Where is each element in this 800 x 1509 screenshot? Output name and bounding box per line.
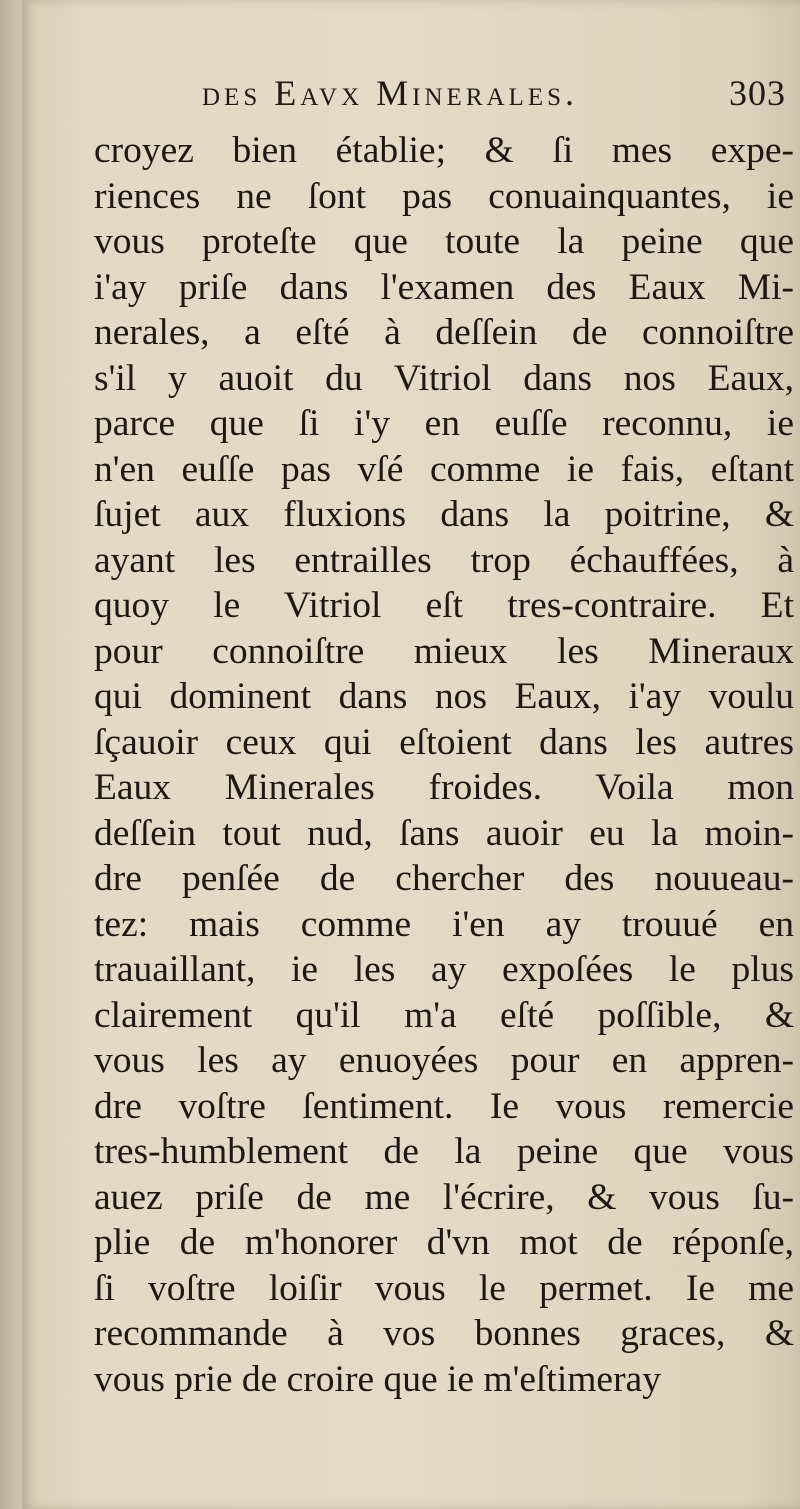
text-line: auez priſe de me l'écrire, & vous ſu- xyxy=(94,1176,794,1218)
text-line: Eaux Minerales froides. Voila mon xyxy=(94,767,794,808)
text-line: tez: mais comme i'en ay trouué en xyxy=(94,903,794,945)
text-line: recommande à vos bonnes graces, & xyxy=(94,1313,794,1354)
text-line: vous proteſte que toute la peine que xyxy=(94,221,794,262)
page-number: 303 xyxy=(729,73,786,113)
text-line: vous prie de croire que ie m'eſtimeray xyxy=(94,1358,661,1400)
text-line: dre voſtre ſentiment. Ie vous remercie xyxy=(94,1085,794,1127)
text-line: dre penſée de chercher des nouueau- xyxy=(94,858,794,899)
text-line: tres-humblement de la peine que vous xyxy=(94,1131,794,1172)
text-line: n'en euſſe pas vſé comme ie fais, eſtant xyxy=(94,448,794,490)
text-line: parce que ſi i'y en euſſe reconnu, ie xyxy=(94,403,794,444)
running-title: des Eavx Minerales. xyxy=(202,73,578,113)
text-line: s'il y auoit du Vitriol dans nos Eaux, xyxy=(94,357,794,399)
page-gutter-shadow xyxy=(0,0,22,1509)
text-line: plie de m'honorer d'vn mot de réponſe, xyxy=(94,1222,794,1263)
page-header xyxy=(202,72,792,120)
text-line: nerales, a eſté à deſſein de connoiſtre xyxy=(94,312,794,353)
text-line: ſujet aux fluxions dans la poitrine, & xyxy=(94,494,794,535)
text-line: croyez bien établie; & ſi mes expe- xyxy=(94,130,794,171)
text-line: ſçauoir ceux qui eſtoient dans les autres xyxy=(94,721,794,763)
text-line: clairement qu'il m'a eſté poſſible, & xyxy=(94,994,794,1036)
text-line: pour connoiſtre mieux les Mineraux xyxy=(94,630,794,672)
text-line: vous les ay enuoyées pour en appren- xyxy=(94,1040,794,1081)
book-page xyxy=(22,0,800,1509)
text-line: trauaillant, ie les ay expoſées le plus xyxy=(94,949,794,990)
text-line: i'ay priſe dans l'examen des Eaux Mi- xyxy=(94,266,794,308)
text-line: deſſein tout nud, ſans auoir eu la moin- xyxy=(94,812,794,854)
text-line: riences ne ſont pas conuainquantes, ie xyxy=(94,175,794,217)
text-line: qui dominent dans nos Eaux, i'ay voulu xyxy=(94,676,794,717)
text-line: ſi voſtre loiſir vous le permet. Ie me xyxy=(94,1267,794,1309)
text-line: quoy le Vitriol eſt tres-contraire. Et xyxy=(94,585,794,626)
text-line: ayant les entrailles trop échauffées, à xyxy=(94,539,794,581)
body-text xyxy=(94,128,794,1402)
